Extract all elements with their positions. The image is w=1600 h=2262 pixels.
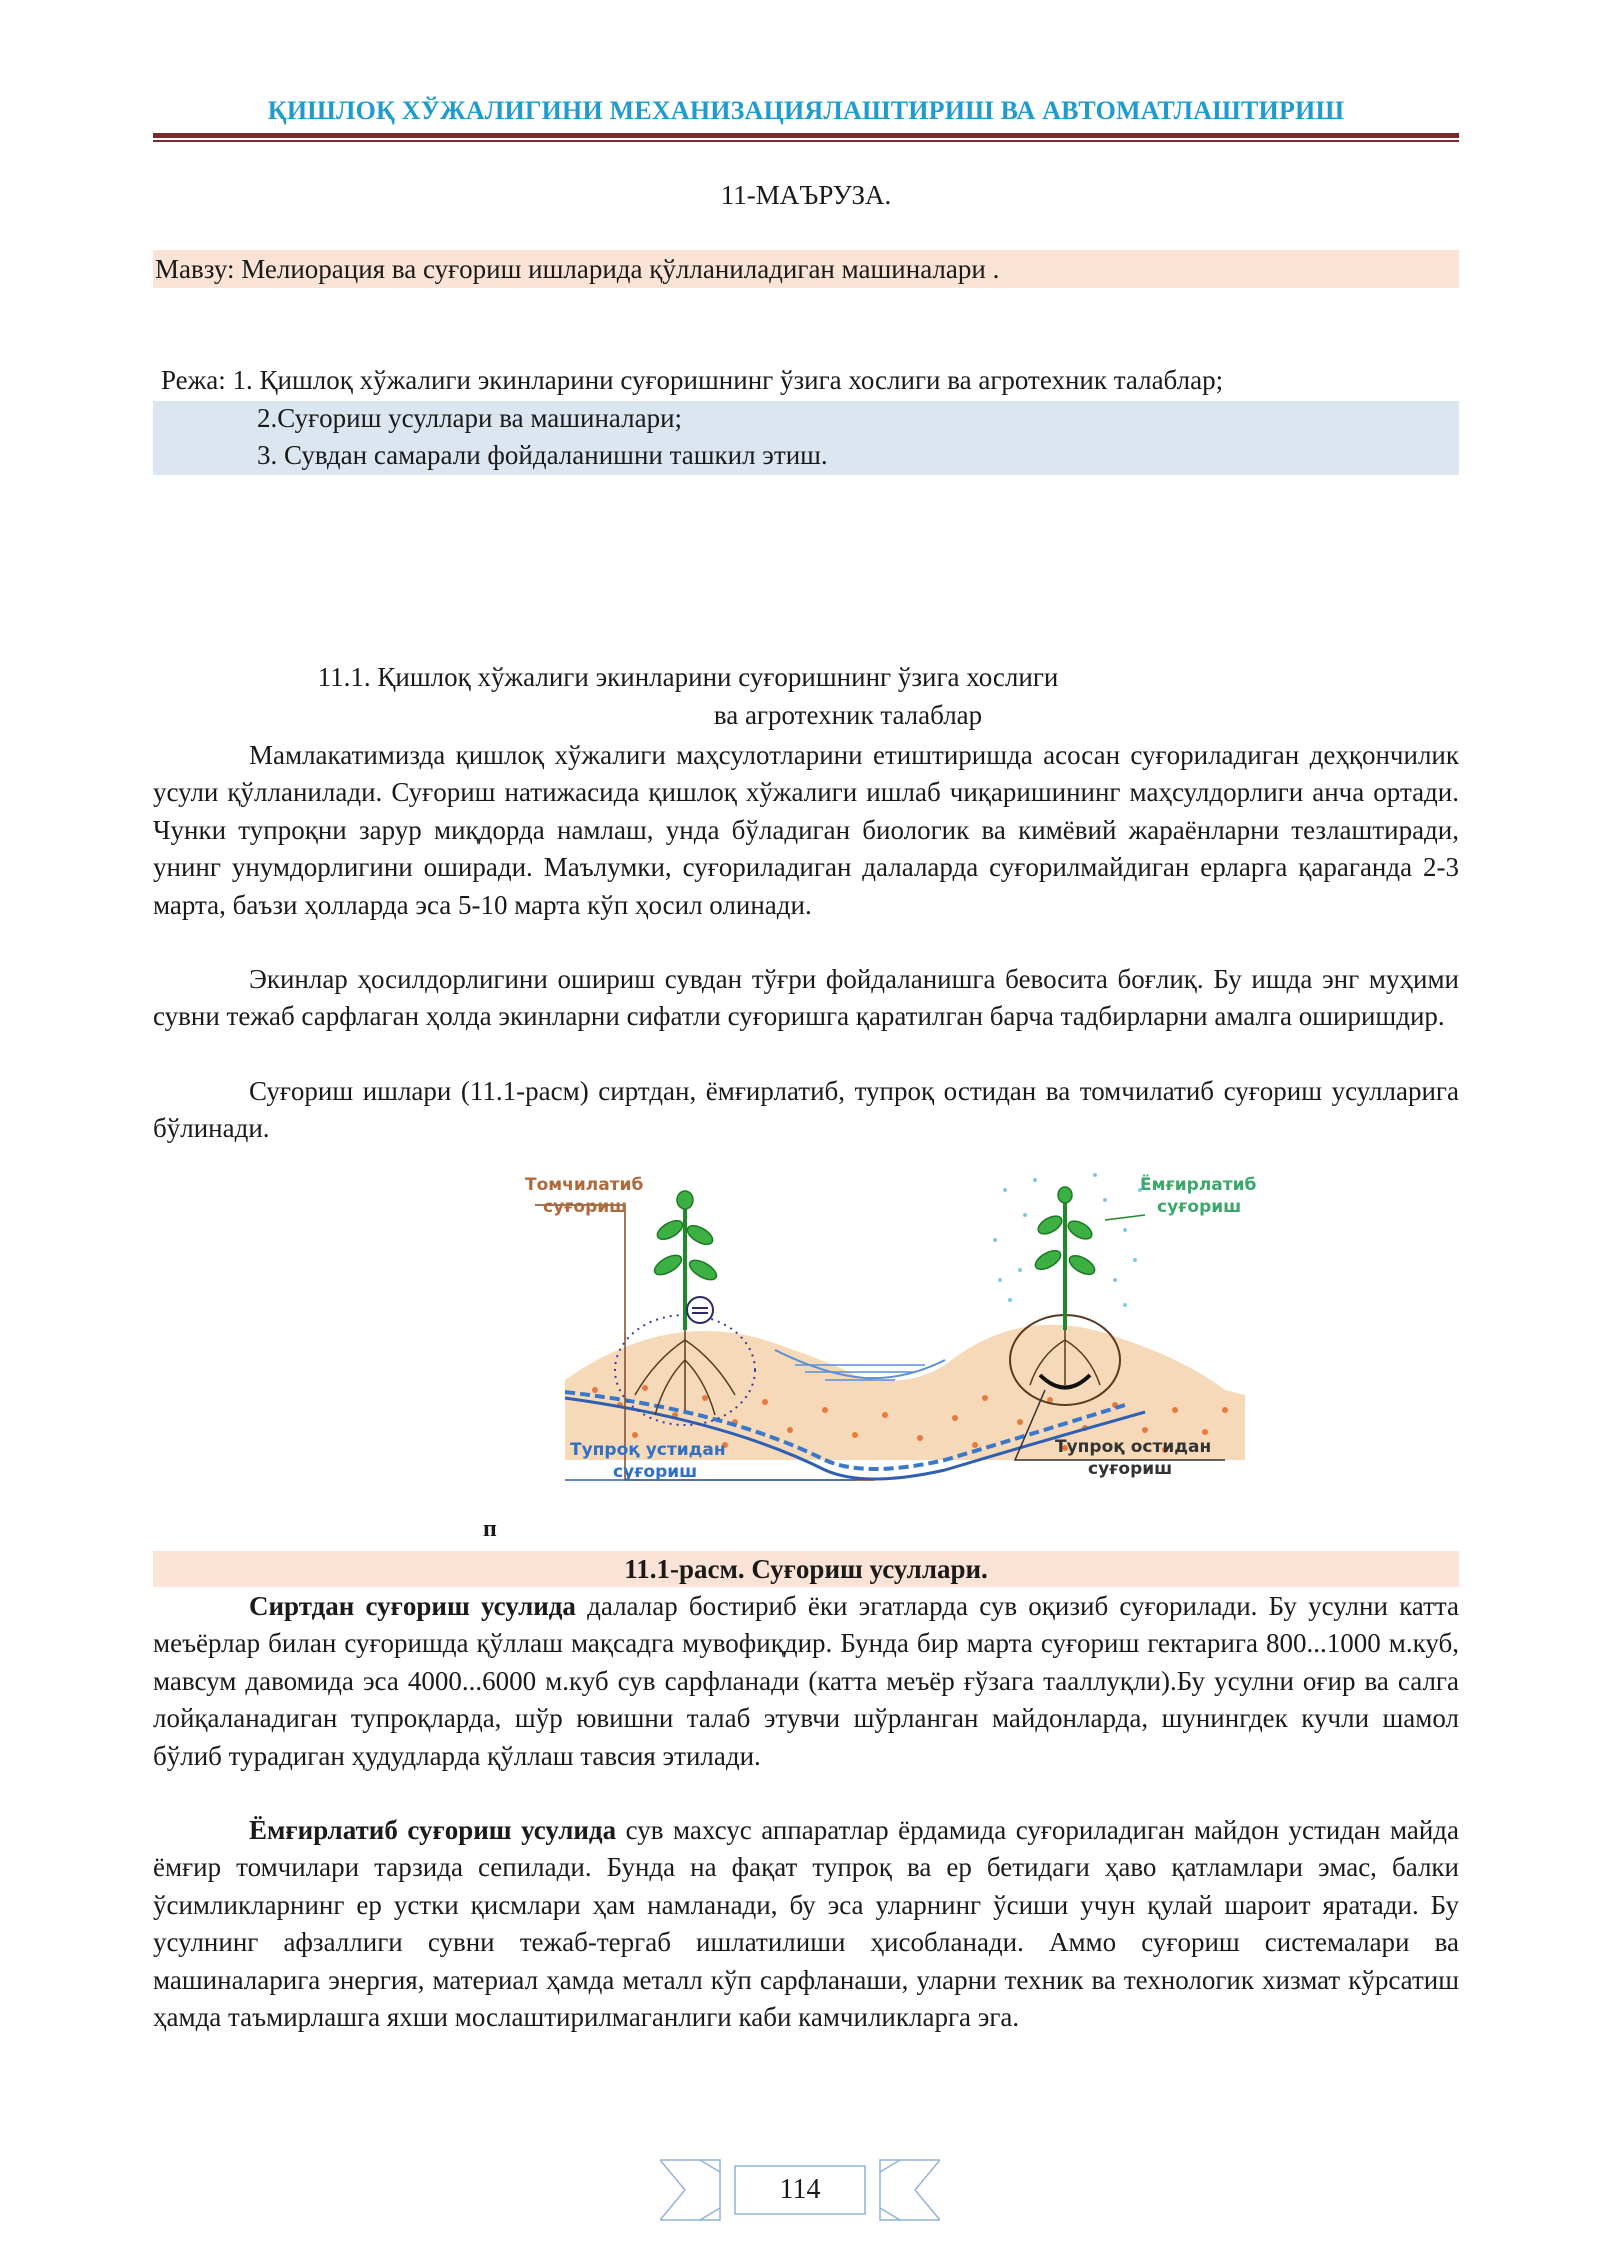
plan-item-2: 2.Суғориш усуллари ва машиналари; [257, 403, 683, 433]
plan-item-1: Режа: 1. Қишлоқ хўжалиги экинларини суғоришнинг ўзига хослиги ва агротехник талаблар; [161, 365, 1224, 395]
irrigation-methods-figure [525, 1160, 1385, 1500]
section-title-text-1: 11.1. Қишлоқ хўжалиги экинларини суғоришнинг ўзига хослиги [317, 662, 1059, 692]
paragraph-5 [153, 1812, 1459, 2036]
page-number: 114 [779, 2174, 821, 2205]
label-subsurface-line2: суғориш [1088, 1459, 1173, 1479]
paragraph-3-text: Суғориш ишлари (11.1-расм) сиртдан, ёмғирлатиб, тупроқ остидан ва томчилатиб суғориш усулларига бўлинади. [153, 1076, 1459, 1144]
paragraph-3 [153, 1073, 1459, 1148]
lecture-number: 11-МАЪРУЗА. [720, 180, 892, 210]
label-surface-line1: Тупроқ устидан [570, 1440, 726, 1460]
section-title-line2 [153, 700, 1459, 731]
dripper-icon [687, 1297, 713, 1323]
plan-item-3: 3. Сувдан самарали фойдаланишни ташкил этиш. [257, 440, 828, 470]
sprinkle-leader-line [1105, 1215, 1145, 1220]
paragraph-5-bold: Ёмғирлатиб суғориш усулида [249, 1815, 617, 1845]
section-title-line1 [153, 662, 1459, 693]
label-sprinkle-line2: суғориш [1157, 1197, 1242, 1217]
paragraph-2-text: Экинлар ҳосилдорлигини ошириш сувдан тўғри фойдаланишга бевосита боғлиқ. Бу ишда энг муҳими сувни тежаб сарфлаган ҳолда экинларни сифатли суғоришга қаратилган барча тадбирларни амалга оширишдир. [153, 964, 1459, 1032]
header-rule-thin [153, 140, 1459, 142]
label-drip-line1: Томчилатиб [525, 1175, 644, 1195]
paragraph-5-text: сув махсус аппаратлар ёрдамида суғориладиган майдон устидан майда ёмғир томчилари тарзида сепилади. Бунда на фақат тупроқ ва ер бетидаги ҳаво қатламлари эмас, балки ўсимликларнинг ер устки қисмлари ҳам намланади, бу эса уларнинг ўсиши учун қулай шароит яратади. Бу усулнинг афзаллиги сувни тежаб-тергаб ишлатилиши ҳисобланади. Аммо суғориш системалари ва машиналарига энергия, материал ҳамда металл кўп сарфланаши, уларни техник ва технологик хизмат кўрсатиш ҳамда таъмирлашга яхши мослаштирилмаганлиги каби камчиликларга эга. [153, 1815, 1459, 2033]
label-drip-line2: суғориш [543, 1197, 628, 1217]
running-header: ҚИШЛОҚ ХЎЖАЛИГИНИ МЕХАНИЗАЦИЯЛАШТИРИШ ВА АВТОМАТЛАШТИРИШ [267, 96, 1345, 125]
paragraph-4-bold: Сиртдан суғориш усулида [249, 1591, 576, 1621]
header-rule-thick [153, 133, 1459, 138]
paragraph-4 [153, 1588, 1459, 1775]
paragraph-4-text: далалар бостириб ёки эгатларда сув оқизиб суғорилади. Бу усулни катта меъёрлар билан суғоришда қўллаш мақсадга мувофиқдир. Бунда бир марта суғориш гектарига 800...1000 м.куб, мавсум давомида эса 4000...6000 м.куб сув сарфланади (катта меъёр ғўзага тааллуқли).Бу усулни оғир ва салга лойқаланадиган тупроқларда, шўр ювишни талаб этувчи шўрланган майдонларда, шунингдек кучли шамол бўлиб турадиган ҳудудларда қўллаш тавсия этилади. [153, 1591, 1459, 1771]
label-sprinkle-line1: Ёмғирлатиб [1140, 1175, 1257, 1195]
topic-line: Мавзу: Мелиорация ва суғориш ишларида қўлланиладиган машиналари . [153, 250, 1459, 288]
stray-mark: п [483, 1516, 497, 1542]
label-surface-line2: суғориш [613, 1462, 698, 1482]
section-title-text-2: ва агротехник талаблар [713, 700, 983, 730]
paragraph-1-text: Мамлакатимизда қишлоқ хўжалиги маҳсулотларини етиштиришда асосан суғориладиган деҳқончилик усули қўлланилади. Суғориш натижасида қишлоқ хўжалиги ишлаб чиқаришининг маҳсулдорлиги анча ортади. Чунки тупроқни зарур миқдорда намлаш, унда бўладиган биологик ва кимёвий жараёнларни тезлаштиради, унинг унумдорлигини оширади. Маълумки, суғориладиган далаларда суғорилмайдиган ерларга қараганда 2-3 марта, баъзи ҳолларда эса 5-10 марта кўп ҳосил олинади. [153, 740, 1459, 920]
paragraph-1 [153, 737, 1459, 924]
irrigation-illustration [525, 1160, 1385, 1500]
figure-caption: 11.1-расм. Суғориш усуллари. [153, 1551, 1459, 1587]
label-subsurface-line1: Тупроқ остидан [1055, 1437, 1212, 1457]
paragraph-2 [153, 961, 1459, 1036]
